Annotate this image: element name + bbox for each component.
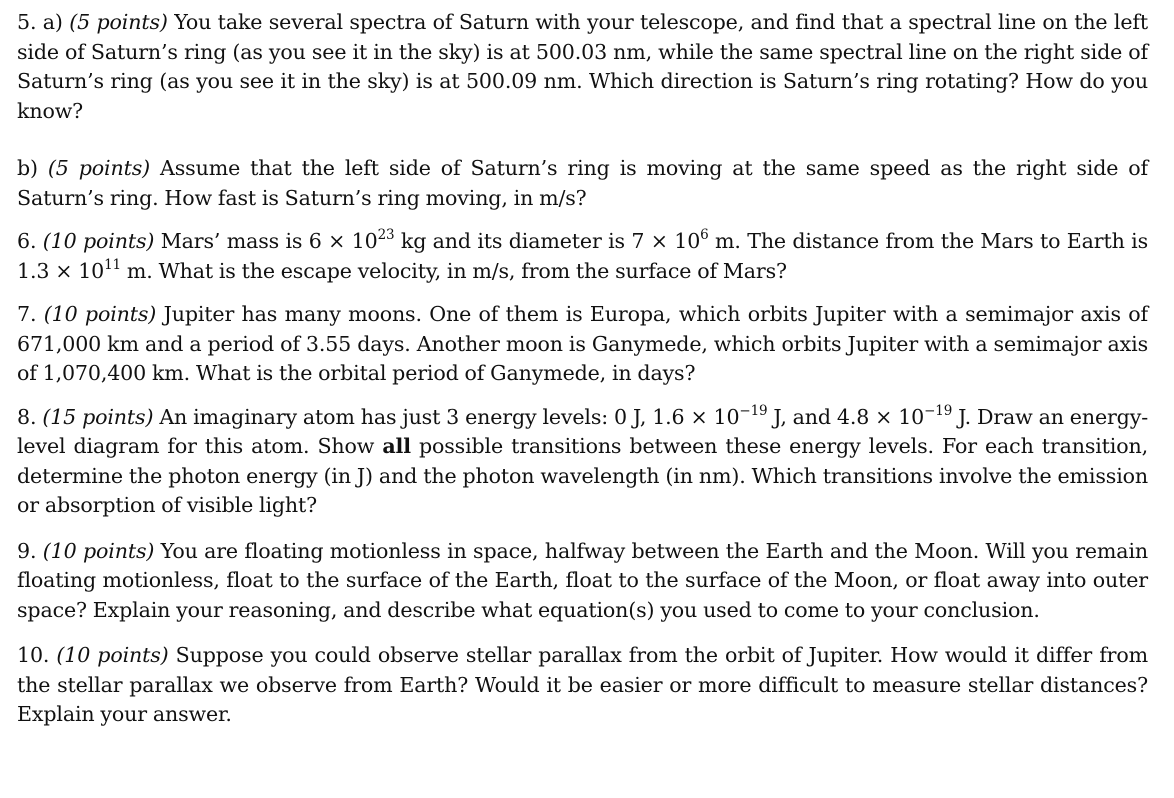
points-label: (15 points) (42, 404, 154, 429)
problem-8 (17, 403, 1148, 521)
problem-number: 6. (17, 229, 37, 253)
exponent: 11 (104, 256, 121, 273)
problem-6 (17, 227, 1148, 286)
problem-number: 8. (17, 404, 37, 429)
points-label: (5 points) (47, 156, 151, 180)
problem-text: J. Draw an energy-level diagram for this atom. Show (17, 404, 1149, 458)
points-label: (10 points) (42, 229, 155, 253)
problem-5a (17, 8, 1148, 126)
points-label: (10 points) (42, 538, 155, 563)
points-label: (10 points) (56, 643, 169, 667)
problem-7 (17, 300, 1148, 389)
problem-text: kg and its diameter is 7 × 10 (394, 229, 701, 253)
problem-text: An imaginary atom has just 3 energy levels: 0 J, 1.6 × 10 (159, 404, 740, 429)
problem-9 (17, 537, 1148, 626)
problem-text: You are floating motionless in space, halfway between the Earth and the Moon. Will you remain floating motionless, float to the surface of the Earth, float to the surface of the Moon, or float away into outer space? Explain your reasoning, and describe what equation(s) you used to come to your conclusion. (17, 538, 1148, 622)
exponent: 6 (700, 227, 709, 243)
problem-number: b) (17, 156, 38, 180)
exponent: −19 (739, 402, 768, 419)
problem-number: 9. (17, 538, 37, 563)
problem-text: Jupiter has many moons. One of them is Europa, which orbits Jupiter with a semimajor axis of 671,000 km and a period of 3.55 days. Another moon is Ganymede, which orbits Jupiter with a semimajor axis of 1,070,400 km. What is the orbital period of Ganymede, in days? (17, 302, 1148, 385)
problem-10 (17, 641, 1148, 730)
problem-text: Assume that the left side of Saturn’s ring is moving at the same speed as the right side of Saturn’s ring. How fast is Saturn’s ring moving, in m/s? (17, 156, 1149, 210)
problem-text: J, and 4.8 × 10 (767, 404, 925, 429)
emphasis-text: all (382, 434, 411, 458)
exponent: 23 (377, 227, 395, 243)
problem-text: m. What is the escape velocity, in m/s, from the surface of Mars? (121, 258, 787, 283)
points-label: (5 points) (69, 10, 168, 34)
problem-text: You take several spectra of Saturn with your telescope, and find that a spectral line on the left side of Saturn’s ring (as you see it in the sky) is at 500.03 nm, while the same spectral line on the right side of Saturn’s ring (as you see it in the sky) is at 500.09 nm. Which direction is Saturn’s ring rotating? How do you know? (17, 10, 1148, 123)
problem-text: m. The distance from the Mars to Earth is 1.3 × 10 (17, 229, 1149, 283)
problem-text: Mars’ mass is 6 × 10 (160, 229, 378, 253)
points-label: (10 points) (43, 302, 157, 326)
problem-number: 10. (17, 643, 50, 667)
problem-text: possible transitions between these energy levels. For each transition, determine the photon energy (in J) and the photon wavelength (in nm). Which transitions involve the emission or absorption of visible light? (17, 434, 1148, 517)
exponent: −19 (924, 402, 953, 419)
problem-text: Suppose you could observe stellar parallax from the orbit of Jupiter. How would it differ from the stellar parallax we observe from Earth? Would it be easier or more difficult to measure stellar distances? Explain your answer. (17, 643, 1148, 726)
problem-5b (17, 154, 1148, 213)
problem-number: 7. (17, 302, 37, 326)
problem-number: 5. a) (17, 10, 63, 34)
